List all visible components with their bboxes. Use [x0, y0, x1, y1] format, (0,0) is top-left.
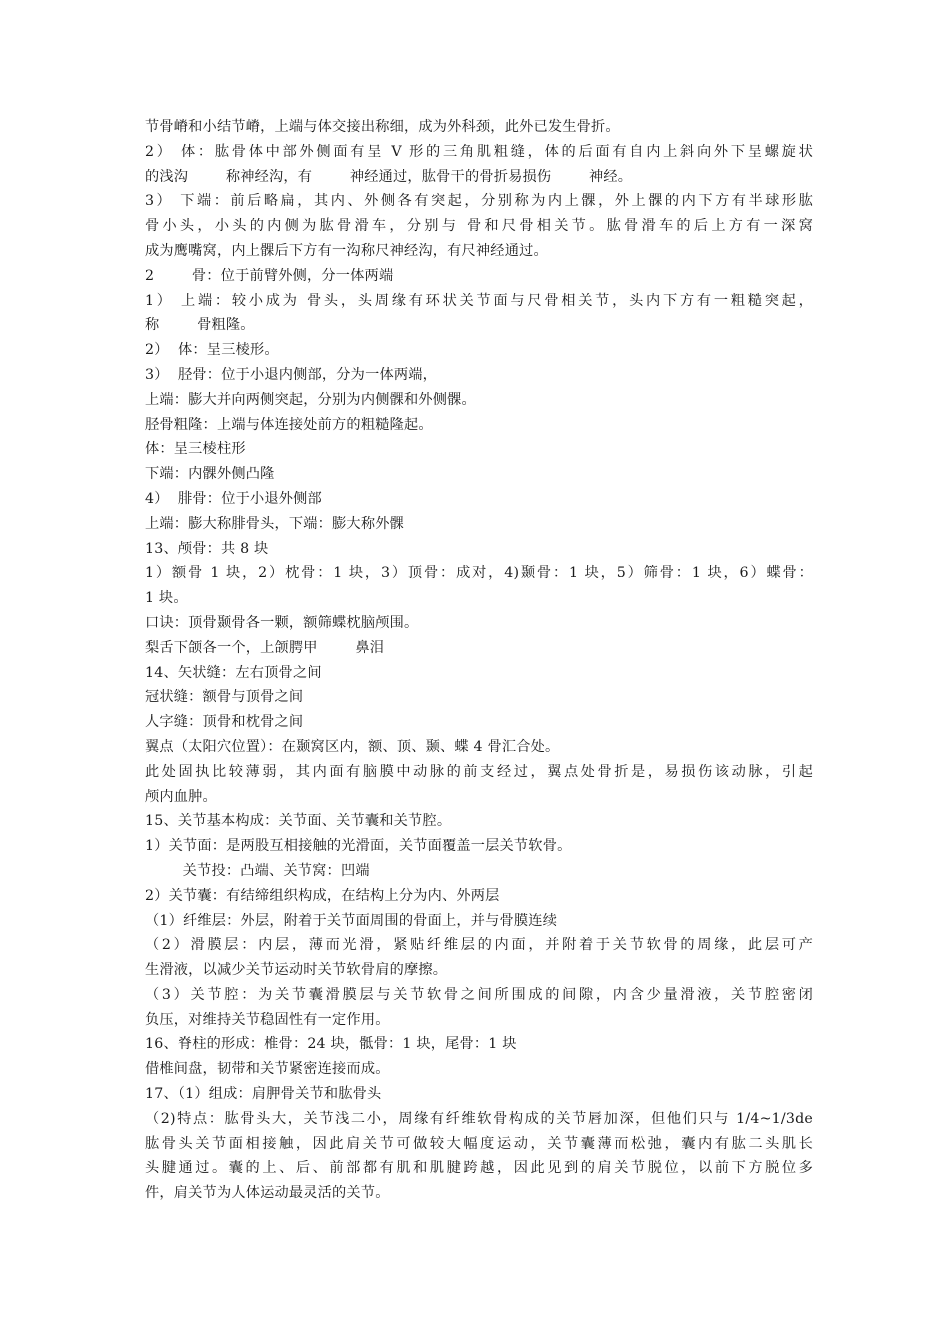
text-line: 负压，对维持关节稳固性有一定作用。 [145, 1011, 390, 1028]
text-line: 骨小头，小头的内侧为肱骨滑车，分别与 骨和尺骨相关节。肱骨滑车的后上方有一深窝 [145, 218, 813, 235]
text-line: 颅内血肿。 [145, 788, 217, 805]
text-line: 梨舌下颌各一个，上颌腭甲 鼻泪 [145, 639, 385, 656]
text-line: 称 骨粗隆。 [145, 317, 255, 334]
text-line: 2 骨：位于前臂外侧，分一体两端 [145, 267, 394, 284]
text-line: 的浅沟 称神经沟，有 神经通过，肱骨干的骨折易损伤 神经。 [145, 168, 633, 185]
text-line: 3） 胫骨：位于小退内侧部，分为一体两端， [145, 366, 438, 383]
text-line: 翼点（太阳穴位置）：在颞窝区内，额、顶、颞、蝶 4 骨汇合处。 [145, 738, 560, 755]
text-line: 上端：膨大并向两侧突起，分别为内侧髁和外侧髁。 [145, 391, 476, 408]
text-line: 4） 腓骨：位于小退外侧部 [145, 490, 322, 507]
document-page [145, 115, 813, 1206]
text-line: （3）关节腔：为关节囊滑膜层与关节软骨之间所围成的间隙，内含少量滑液，关节腔密闭 [145, 986, 813, 1003]
text-line: 3） 下端：前后略扁，其内、外侧各有突起，分别称为内上髁，外上髁的内下方有半球形肱 [145, 193, 813, 210]
text-line: 2）关节囊：有结缔组织构成，在结构上分为内、外两层 [145, 887, 500, 904]
text-line: 成为鹰嘴窝，内上髁后下方有一沟称尺神经沟，有尺神经通过。 [145, 242, 548, 259]
text-line: 下端：内髁外侧凸隆 [145, 466, 275, 483]
text-line: 节骨嵴和小结节嵴，上端与体交接出称细，成为外科颈，此外已发生骨折。 [145, 119, 620, 135]
text-line: 1）关节面：是两股互相接触的光滑面，关节面覆盖一层关节软骨。 [145, 838, 572, 855]
text-line: 生滑液，以减少关节运动时关节软骨肩的摩擦。 [145, 962, 448, 979]
text-line: 肱骨头关节面相接触，因此肩关节可做较大幅度运动，关节囊薄而松弛，囊内有肱二头肌长 [145, 1135, 813, 1152]
text-line: （2）滑膜层：内层，薄而光滑，紧贴纤维层的内面，并附着于关节软骨的周缘，此层可产 [145, 937, 813, 954]
text-line: 15、关节基本构成：关节面、关节囊和关节腔。 [145, 813, 452, 830]
text-line: 1 块。 [145, 590, 188, 607]
text-line: 14、矢状缝：左右顶骨之间 [145, 664, 322, 681]
text-line: 2） 体：呈三棱形。 [145, 342, 279, 359]
text-line: 此处固执比较薄弱，其内面有脑膜中动脉的前支经过，翼点处骨折是，易损伤该动脉，引起 [145, 763, 813, 780]
text-line: 1） 上端：较小成为 骨头，头周缘有环状关节面与尺骨相关节，头内下方有一粗糙突起， [145, 292, 813, 309]
text-line: 口诀：顶骨颞骨各一颗，额筛蝶枕脑颅围。 [145, 614, 419, 631]
text-line: 胫骨粗隆：上端与体连接处前方的粗糙隆起。 [145, 416, 433, 433]
text-line: 体：呈三棱柱形 [145, 441, 246, 458]
text-line: 件，肩关节为人体运动最灵活的关节。 [145, 1185, 390, 1202]
text-line: 借椎间盘，韧带和关节紧密连接而成。 [145, 1061, 390, 1078]
text-line: 冠状缝：额骨与顶骨之间 [145, 689, 304, 706]
text-line: 人字缝：顶骨和枕骨之间 [145, 714, 304, 731]
text-line: 上端：膨大称腓骨头，下端：膨大称外髁 [145, 515, 404, 532]
text-line: 头腱通过。囊的上、后、前部都有肌和肌腱跨越，因此见到的肩关节脱位，以前下方脱位多 [145, 1160, 813, 1177]
text-line: 关节投：凸端、关节窝：凹端 [145, 862, 370, 879]
text-line: 16、脊柱的形成：椎骨：24 块，骶骨：1 块，尾骨：1 块 [145, 1036, 517, 1053]
text-line: 13、颅骨：共 8 块 [145, 540, 269, 557]
text-line: 2） 体：肱骨体中部外侧面有呈 V 形的三角肌粗缝，体的后面有自内上斜向外下呈螺旋状 [145, 143, 813, 160]
text-line: （1）纤维层：外层，附着于关节面周围的骨面上，并与骨膜连续 [145, 912, 558, 929]
text-line: （2)特点：肱骨头大，关节浅二小，周缘有纤维软骨构成的关节唇加深，但他们只与 1/4~1/3de [145, 1110, 813, 1127]
text-line: 17、（1）组成：肩胛骨关节和肱骨头 [145, 1086, 382, 1103]
text-line: 1）额骨 1 块，2）枕骨：1 块，3）顶骨：成对，4)颞骨：1 块，5）筛骨：1 块，6）蝶骨： [145, 565, 813, 582]
